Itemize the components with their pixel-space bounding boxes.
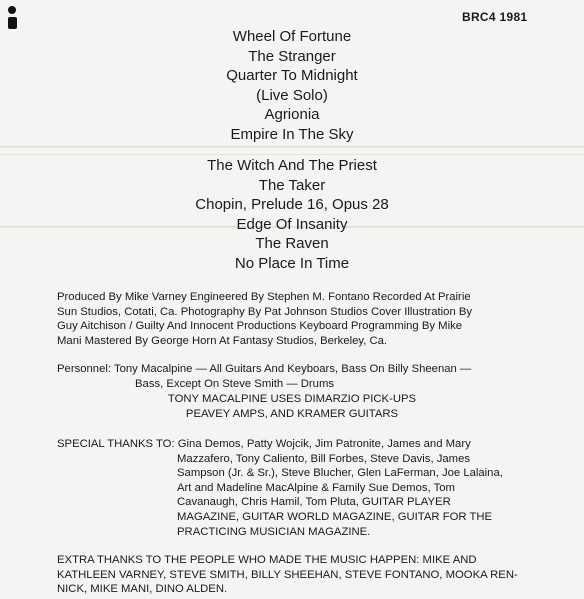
track-title: Wheel Of Fortune <box>232 28 352 45</box>
track-title: No Place In Time <box>234 254 350 272</box>
track-title: Agrionia <box>264 106 320 123</box>
fold-line <box>0 154 584 155</box>
credit-line: Cavanaugh, Chris Hamil, Tom Pluta, GUITAR PLAYER <box>177 496 451 509</box>
credit-line: NICK, MIKE MANI, DINO ALDEN. <box>57 583 228 596</box>
credit-line: EXTRA THANKS TO THE PEOPLE WHO MADE THE MUSIC HAPPEN: MIKE AND <box>57 554 477 566</box>
credit-line: Personnel: Tony Macalpine — All Guitars And Keyboars, Bass On Billy Sheenan — <box>57 363 472 375</box>
production-credits <box>57 290 537 348</box>
credit-line: Art and Madeline MacAlpine & Family Sue Demos, Tom <box>177 481 455 494</box>
fold-line <box>0 146 584 148</box>
credit-line: TONY MACALPINE USES DIMARZIO PICK-UPS <box>167 393 417 405</box>
credit-line: Mazzafero, Tony Caliento, Bill Forbes, Steve Davis, James <box>177 452 471 465</box>
credit-line: SPECIAL THANKS TO: Gina Demos, Patty Wojcik, Jim Patronite, James and Mary <box>57 438 471 450</box>
credit-line: Sampson (Jr. & Sr.), Steve Blucher, Glen LaFerman, Joe Lalaina, <box>177 467 503 480</box>
credit-line: Sun Studios, Cotati, Ca. Photography By Pat Johnson Studios Cover Illustration By <box>57 305 473 318</box>
special-thanks <box>57 437 537 539</box>
credit-line: PEAVEY AMPS, AND KRAMER GUITARS <box>185 407 399 420</box>
track-title: Quarter To Midnight <box>226 67 358 84</box>
personnel-credits <box>57 362 537 391</box>
credit-line: Produced By Mike Varney Engineered By Stephen M. Fontano Recorded At Prairie <box>57 291 471 303</box>
credit-line: Guy Aitchison / Guilty And Innocent Productions Keyboard Programming By Mike <box>57 320 463 333</box>
credit-line: Bass, Except On Steve Smith — Drums <box>135 377 335 390</box>
credit-line: PRACTICING MUSICIAN MAGAZINE. <box>177 525 371 538</box>
track-title: (Live Solo) <box>256 86 328 104</box>
track-title: The Taker <box>258 176 326 194</box>
credit-line: MAGAZINE, GUITAR WORLD MAGAZINE, GUITAR FOR THE <box>177 510 493 523</box>
track-title: The Stranger <box>248 47 336 65</box>
credit-line: KATHLEEN VARNEY, STEVE SMITH, BILLY SHEEHAN, STEVE FONTANO, MOOKA REN- <box>57 568 518 581</box>
equipment-credits <box>57 392 527 421</box>
track-title: Empire In The Sky <box>230 125 354 143</box>
tracklist-side-one <box>0 27 584 144</box>
catalog-number: BRC4 1981 <box>462 10 528 24</box>
credit-line: Mani Mastered By George Horn At Fantasy Studios, Berkeley, Ca. <box>57 334 388 347</box>
extra-thanks <box>57 553 537 597</box>
track-title: The Raven <box>255 235 329 252</box>
tracklist-side-two <box>0 156 584 273</box>
track-title: The Witch And The Priest <box>207 157 377 174</box>
track-title: Edge Of Insanity <box>236 215 348 233</box>
track-title: Chopin, Prelude 16, Opus 28 <box>195 196 389 213</box>
